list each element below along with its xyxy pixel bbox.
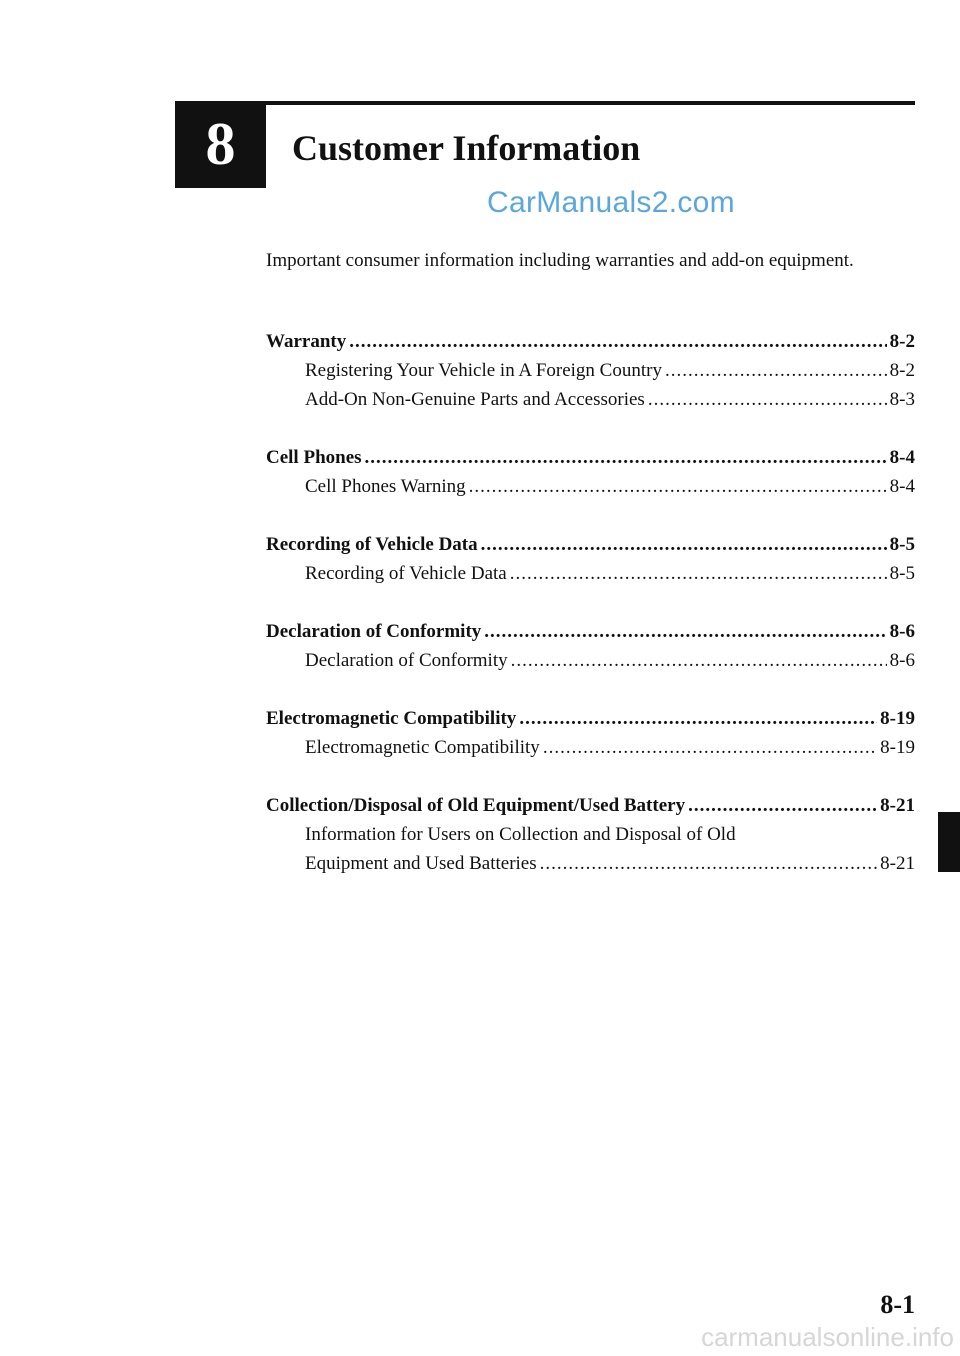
toc-subentry-title: Declaration of Conformity [305, 650, 508, 671]
dot-leader [543, 733, 877, 762]
dot-leader [540, 849, 878, 878]
toc-subentry-page: 8-6 [889, 650, 915, 671]
toc-subentry[interactable] [266, 356, 915, 385]
toc-entry-page: 8-2 [889, 331, 915, 352]
toc-entry-page: 8-21 [880, 795, 915, 816]
toc-subentry-title: Equipment and Used Batteries [305, 853, 537, 874]
toc-subentry-title: Recording of Vehicle Data [305, 563, 507, 584]
dot-leader [365, 443, 887, 472]
dot-leader [481, 530, 887, 559]
toc-entry-title: Warranty [266, 331, 347, 352]
toc-section-electromagnetic-compatibility [266, 704, 915, 762]
header-rule [266, 101, 915, 105]
toc-section-recording-of-vehicle-data [266, 530, 915, 588]
intro-text: Important consumer information including warranties and add-on equipment. [266, 250, 854, 271]
toc-subentry[interactable] [266, 385, 915, 414]
toc-subentry[interactable] [266, 646, 915, 675]
chapter-number-box [175, 101, 266, 188]
toc-subentry-title: Cell Phones Warning [305, 476, 466, 497]
toc-subentry-page: 8-21 [880, 853, 915, 874]
toc-entry[interactable] [266, 617, 915, 646]
table-of-contents [266, 327, 915, 907]
toc-subentry[interactable] [266, 733, 915, 762]
toc-subentry-page: 8-19 [880, 737, 915, 758]
toc-subentry-line1[interactable]: Information for Users on Collection and Disposal of Old [305, 824, 736, 845]
toc-subentry-page: 8-4 [889, 476, 915, 497]
toc-entry-title: Cell Phones [266, 447, 362, 468]
dot-leader [511, 646, 887, 675]
toc-subentry-page: 8-5 [889, 563, 915, 584]
dot-leader [519, 704, 877, 733]
toc-entry-page: 8-6 [889, 621, 915, 642]
toc-entry-title: Electromagnetic Compatibility [266, 708, 517, 729]
toc-entry[interactable] [266, 327, 915, 356]
toc-subentry-page: 8-3 [889, 389, 915, 410]
dot-leader [469, 472, 887, 501]
toc-entry[interactable] [266, 443, 915, 472]
toc-entry-title: Collection/Disposal of Old Equipment/Used Battery [266, 795, 686, 816]
toc-section-declaration-of-conformity [266, 617, 915, 675]
toc-subentry[interactable] [266, 472, 915, 501]
chapter-side-tab [938, 812, 960, 872]
toc-subentry-title: Add-On Non-Genuine Parts and Accessories [305, 389, 645, 410]
toc-section-warranty [266, 327, 915, 414]
watermark-bottom: carmanualsonline.info [701, 1322, 954, 1352]
toc-section-cell-phones [266, 443, 915, 501]
toc-entry-title: Declaration of Conformity [266, 621, 482, 642]
toc-entry[interactable] [266, 791, 915, 820]
toc-subentry[interactable] [266, 559, 915, 588]
toc-subentry-title: Registering Your Vehicle in A Foreign Country [305, 360, 662, 381]
toc-entry-title: Recording of Vehicle Data [266, 534, 478, 555]
toc-entry-page: 8-4 [889, 447, 915, 468]
toc-subentry[interactable] [266, 849, 915, 878]
dot-leader [484, 617, 886, 646]
dot-leader [349, 327, 886, 356]
toc-entry-page: 8-19 [880, 708, 915, 729]
dot-leader [688, 791, 877, 820]
dot-leader [510, 559, 887, 588]
toc-section-collection-disposal [266, 791, 915, 878]
page-number: 8-1 [880, 1290, 915, 1319]
toc-entry[interactable] [266, 704, 915, 733]
chapter-number: 8 [205, 111, 236, 177]
toc-subentry-page: 8-2 [889, 360, 915, 381]
watermark-top: CarManuals2.com [487, 186, 735, 219]
dot-leader [665, 356, 887, 385]
toc-entry[interactable] [266, 530, 915, 559]
toc-entry-page: 8-5 [889, 534, 915, 555]
chapter-title: Customer Information [292, 128, 641, 168]
dot-leader [648, 385, 887, 414]
toc-subentry-title: Electromagnetic Compatibility [305, 737, 540, 758]
